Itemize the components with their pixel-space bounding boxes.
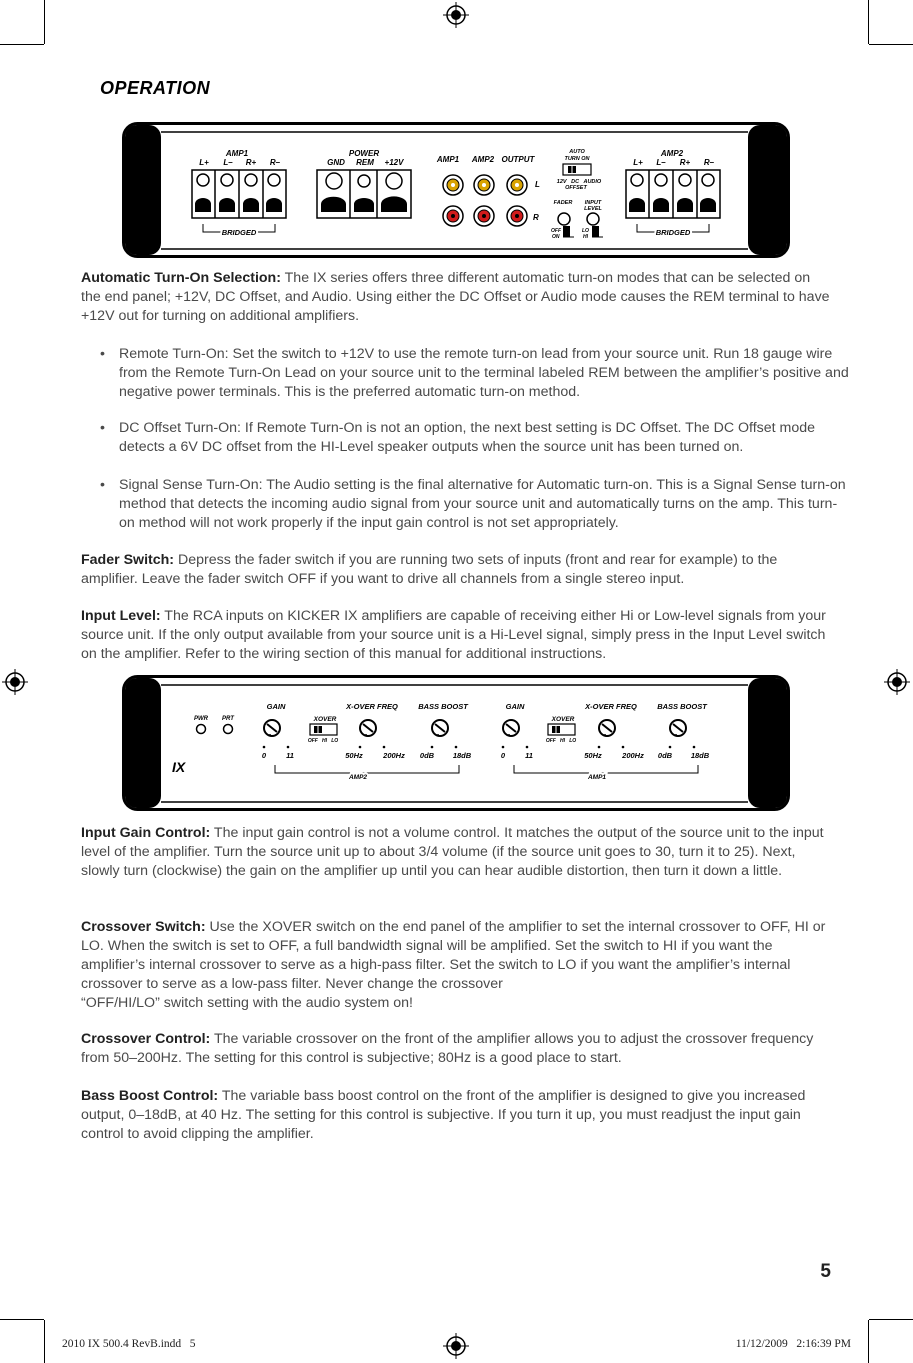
brand-logo: IX — [172, 759, 186, 775]
terminal-label: R+ — [679, 158, 691, 167]
registration-mark-icon — [2, 669, 28, 695]
bass-boost-paragraph: Bass Boost Control: The variable bass boost control on the front of the amplifier is designed to give you increased output, 0–18dB, at 40 Hz. The setting for this control is subjective. If you turn it up, you must readjust the input gain control to avoid clipping the amplifier. — [81, 1088, 806, 1142]
gain-max-label: 11 — [286, 751, 294, 760]
level-switch-indicator — [592, 226, 599, 237]
xover-freq-label: X-OVER FREQ — [346, 702, 398, 711]
pwr-led — [197, 725, 206, 734]
amp1-section-label: AMP1 — [587, 774, 607, 781]
fader-switch-indicator — [563, 226, 570, 237]
auto-turnon-label: TURN ON — [564, 156, 590, 162]
output-label: AMP1 — [436, 155, 460, 164]
amp1-label: AMP1 — [225, 149, 249, 158]
list-item: • Signal Sense Turn-On: The Audio setting is the final alternative for Automatic turn-on. This is a Signal Sense turn-on method that detects the incoming audio signal from your source unit and automatically turns on the amp. This turn-on method will not work properly if the input gain control is not set appropriately. — [100, 477, 846, 531]
crop-mark — [869, 1319, 913, 1320]
bass-boost-label: BASS BOOST — [657, 702, 707, 711]
gain-min-label: 0 — [500, 751, 506, 760]
auto-turnon-label: AUTO — [569, 149, 585, 155]
xover-label: XOVER — [551, 716, 575, 723]
xover-options-label: OFF HI LO — [545, 738, 577, 744]
fader-label: FADER — [553, 200, 573, 206]
gain-min-label: 0 — [261, 751, 267, 760]
terminal-label: R– — [703, 158, 715, 167]
crossover-control-paragraph: Crossover Control: The variable crossover on the front of the amplifier allows you to adjust the crossover frequency from 50–200Hz. The setting for this control is subjective; 80Hz is a good place to start. — [81, 1031, 814, 1066]
fader-switch-label: ON — [552, 234, 560, 240]
xover-switch[interactable] — [548, 724, 575, 735]
terminal-label: L+ — [199, 158, 209, 167]
fader-switch-paragraph: Fader Switch: Depress the fader switch if you are running two sets of inputs (front and rear for example) to the amplifier. Leave the fader switch OFF if you want to drive all channels from a single stereo input. — [81, 552, 778, 587]
input-level-label: INPUT — [584, 200, 602, 206]
bridged-label: BRIDGED — [221, 228, 257, 237]
amp2-label: AMP2 — [660, 149, 684, 158]
crop-mark — [868, 1320, 869, 1363]
list-item: • Remote Turn-On: Set the switch to +12V to use the remote turn-on lead from your source unit. Run 18 gauge wire from the Remote Turn-On Lead on your source unit to the terminal labeled REM between the amplifier’s positive and negative power terminals. This is the preferred automatic turn-on method. — [100, 346, 849, 400]
control-panel-diagram — [122, 675, 790, 811]
xover-options-label: OFF HI LO — [307, 738, 339, 744]
amp1-terminal-block — [192, 170, 286, 218]
crossover-switch-paragraph: Crossover Switch: Use the XOVER switch on the end panel of the amplifier to set the internal crossover to OFF, HI or LO. When the switch is set to OFF, a full bandwidth signal will be amplified. Set the switch to HI if you want the amplifier’s internal crossover to serve as a high-pass filter. Set the switch to LO if you want the amplifier’s internal crossover to serve as a low-pass filter. Never change the crossover “OFF/HI/LO” switch setting with the audio system on! — [81, 919, 826, 1011]
terminal-label: GND — [327, 158, 345, 167]
registration-mark-icon — [443, 1333, 469, 1359]
gain-max-label: 11 — [525, 751, 533, 760]
end-panel-diagram — [122, 122, 790, 258]
boost-min-label: 0dB — [419, 751, 435, 760]
turnon-options-label: 12V DC AUDIO — [556, 179, 602, 185]
fader-button[interactable] — [558, 213, 570, 225]
amp2-terminal-block — [626, 170, 720, 218]
boost-max-label: 18dB — [452, 751, 472, 760]
boost-max-label: 18dB — [690, 751, 710, 760]
gain-label: GAIN — [266, 702, 286, 711]
terminal-label: L– — [656, 158, 666, 167]
crop-mark — [0, 44, 44, 45]
amp2-section-label: AMP2 — [348, 774, 368, 781]
power-terminal-block — [317, 170, 411, 218]
xover-freq-knob[interactable] — [599, 720, 615, 736]
gain-label: GAIN — [505, 702, 525, 711]
xover-label: XOVER — [313, 716, 337, 723]
bridged-label: BRIDGED — [655, 228, 691, 237]
crop-mark — [44, 0, 45, 44]
prt-led — [224, 725, 233, 734]
prt-led-label: PRT — [222, 716, 234, 722]
offset-label: OFFSET — [565, 185, 587, 191]
bass-boost-knob[interactable] — [432, 720, 448, 736]
output-label: AMP2 — [471, 155, 495, 164]
terminal-label: R+ — [245, 158, 257, 167]
freq-max-label: 200Hz — [622, 751, 644, 760]
level-switch-label: HI — [583, 234, 588, 240]
registration-mark-icon — [884, 669, 910, 695]
output-label: OUTPUT — [501, 155, 535, 164]
freq-min-label: 50Hz — [345, 751, 363, 760]
list-item: • DC Offset Turn-On: If Remote Turn-On is not an option, the next best setting is DC Offset. The DC Offset mode detects a 6V DC offset from the HI-Level speaker outputs when the source unit has been turned on. — [100, 420, 816, 455]
input-level-button[interactable] — [587, 213, 599, 225]
terminal-label: L– — [223, 158, 233, 167]
channel-label-r: R — [533, 213, 539, 222]
footer-file-info: 2010 IX 500.4 RevB.indd 5 — [62, 1338, 196, 1350]
turnon-selector-switch[interactable] — [563, 164, 591, 175]
input-level-paragraph: Input Level: The RCA inputs on KICKER IX amplifiers are capable of receiving either Hi or Low-level signals from your source unit. If the only output available from your source unit is a Hi-Level signal, simply press in the Input Level switch on the amplifier. Refer to the wiring section of this manual for additional instructions. — [81, 608, 826, 662]
terminal-label: R– — [269, 158, 281, 167]
channel-label-l: L — [535, 180, 540, 189]
crop-mark — [869, 44, 913, 45]
terminal-label: L+ — [633, 158, 643, 167]
crop-mark — [868, 0, 869, 44]
page-heading: OPERATION — [100, 78, 211, 98]
bass-boost-label: BASS BOOST — [418, 702, 468, 711]
page-number: 5 — [820, 1261, 831, 1282]
xover-switch[interactable] — [310, 724, 337, 735]
freq-min-label: 50Hz — [584, 751, 602, 760]
boost-min-label: 0dB — [657, 751, 673, 760]
level-switch-label: LO — [582, 228, 589, 234]
power-label: POWER — [348, 149, 380, 158]
xover-freq-label: X-OVER FREQ — [585, 702, 637, 711]
pwr-led-label: PWR — [194, 716, 208, 722]
gain-knob[interactable] — [264, 720, 280, 736]
auto-turnon-paragraph: Automatic Turn-On Selection: The IX series offers three different automatic turn-on modes that can be selected on the end panel; +12V, DC Offset, and Audio. Using either the DC Offset or Audio mode causes the REM terminal to have +12V out for turning on additional amplifiers. — [81, 270, 830, 324]
crop-mark — [44, 1320, 45, 1363]
freq-max-label: 200Hz — [383, 751, 405, 760]
input-gain-paragraph: Input Gain Control: The input gain control is not a volume control. It matches the output of the source unit to the input level of the amplifier. Turn the source unit up to about 3/4 volume (if the source unit goes to 30, turn it to 25). Next, slowly turn (clockwise) the gain on the amplifier up until you can hear audible distortion, then turn it down a little. — [81, 825, 824, 879]
terminal-label: REM — [356, 158, 374, 167]
input-level-label: LEVEL — [584, 206, 602, 212]
xover-freq-knob[interactable] — [360, 720, 376, 736]
gain-knob[interactable] — [503, 720, 519, 736]
registration-mark-icon — [443, 2, 469, 28]
terminal-label: +12V — [384, 158, 404, 167]
bass-boost-knob[interactable] — [670, 720, 686, 736]
footer-timestamp: 11/12/2009 2:16:39 PM — [735, 1338, 851, 1350]
fader-switch-label: OFF — [551, 228, 561, 234]
crop-mark — [0, 1319, 44, 1320]
